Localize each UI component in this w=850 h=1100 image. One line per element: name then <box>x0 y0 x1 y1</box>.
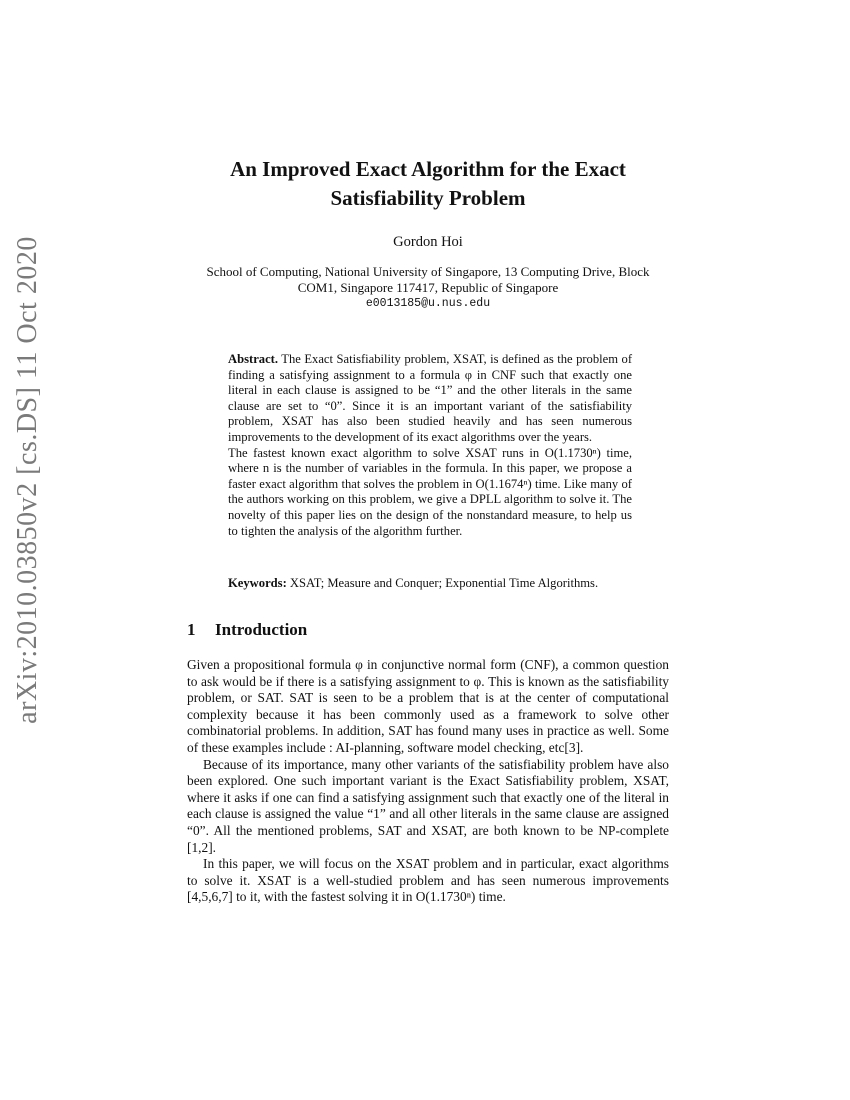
abstract-label: Abstract. <box>228 352 279 366</box>
body-paragraph-1: Given a propositional formula φ in conjunctive normal form (CNF), a common question to ask would be if there is a satisfying assignment to φ. This is known as the satisfiability problem, or SAT. SAT is seen to be a problem that is at the center of computational complexity because it has been commonly used as a framework to solve other combinatorial problems. In addition, SAT has found many uses in practice as well. Some of these examples include : AI-planning, software model checking, etc[3]. <box>187 657 669 755</box>
author-email: e0013185@u.nus.edu <box>365 297 491 310</box>
keywords-label: Keywords: <box>228 576 287 590</box>
affiliation-line-2: COM1, Singapore 117417, Republic of Singapore <box>297 280 559 295</box>
title-line-2: Satisfiability Problem <box>330 186 526 210</box>
author-name: Gordon Hoi <box>393 234 463 250</box>
keywords <box>228 576 648 592</box>
affiliation-line-1: School of Computing, National University of Singapore, 13 Computing Drive, Block <box>206 264 650 279</box>
arxiv-stamp <box>6 236 50 724</box>
body-paragraph-3: In this paper, we will focus on the XSAT problem and in particular, exact algorithms to solve it. XSAT is a well-studied problem and has seen numerous improvements [4,5,6,7] to it, with the fastest solving it in O(1.1730ⁿ) time. <box>187 856 669 905</box>
title-line-1: An Improved Exact Algorithm for the Exact <box>230 157 626 181</box>
section-title: Introduction <box>215 620 308 639</box>
abstract-para-2: The fastest known exact algorithm to solve XSAT runs in O(1.1730ⁿ) time, where n is the number of variables in the formula. In this paper, we propose a faster exact algorithm that solves the problem in O(1.1674ⁿ) time. Like many of the authors working on this problem, we give a DPLL algorithm to solve it. The novelty of this paper lies on the design of the nonstandard measure, to help us to tighten the analysis of the algorithm further. <box>228 445 632 538</box>
abstract <box>228 352 632 539</box>
affiliation <box>170 264 686 312</box>
body-paragraph-2: Because of its importance, many other variants of the satisfiability problem have also been explored. One such important variant is the Exact Satisfiability problem, XSAT, where it asks if one can find a satisfying assignment such that exactly one of the literal in each clause is assigned the value “1” and all other literals in the same clause are assigned “0”. All the mentioned problems, SAT and XSAT, are both known to be NP-complete [1,2]. <box>187 756 669 855</box>
section-number: 1 <box>187 620 196 639</box>
section-heading <box>187 620 307 640</box>
abstract-text-1: The Exact Satisfiability problem, XSAT, is defined as the problem of finding a satisfying assignment to a formula φ in CNF such that exactly one literal in each clause is assigned to be “1” and the other literals in the same clause are set to “0”. Since it is an important variant of the satisfiability problem, XSAT has also been studied heavily and has seen numerous improvements to the development of its exact algorithms over the years. <box>228 352 633 444</box>
section-body <box>187 657 669 906</box>
paper-title <box>150 155 706 213</box>
keywords-text: XSAT; Measure and Conquer; Exponential Time Algorithms. <box>289 576 599 590</box>
abstract-para-1 <box>228 352 632 446</box>
arxiv-stamp-text: arXiv:2010.03850v2 [cs.DS] 11 Oct 2020 <box>12 236 43 724</box>
